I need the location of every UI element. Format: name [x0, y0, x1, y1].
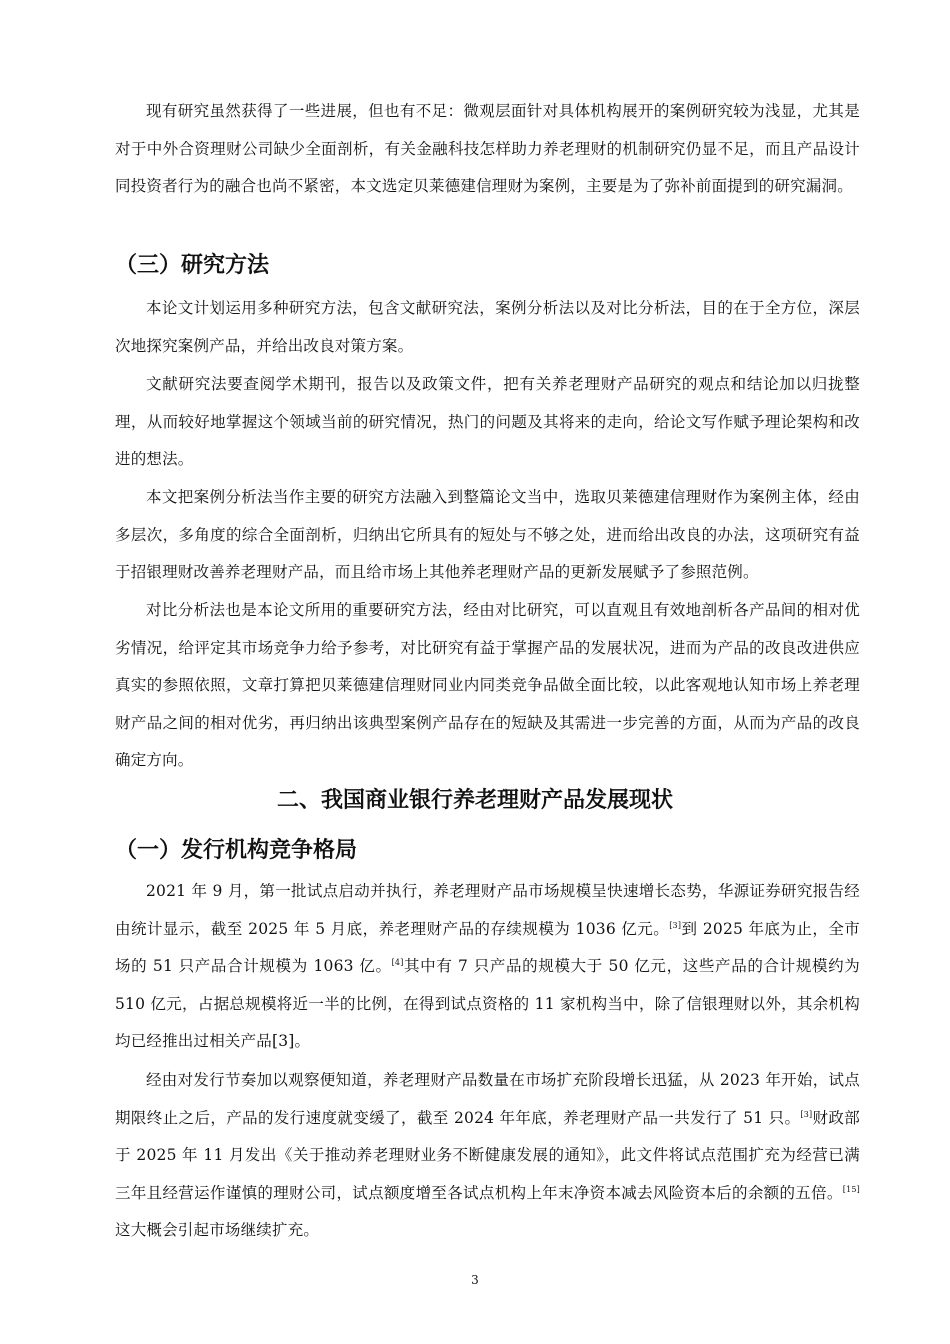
page-number: 3	[471, 1273, 479, 1287]
paragraph-text: 现有研究虽然获得了一些进展，但也有不足：微观层面针对具体机构展开的案例研究较为浅显，尤其是对于中外合资理财公司缺少全面剖析，有关金融科技怎样助力养老理财的机制研究仍显不足，而且产品设计同投资者行为的融合也尚不紧密，本文选定贝莱德建信理财为案例，主要是为了弥补前面提到的研究漏洞。	[115, 102, 860, 195]
text-run: 这大概会引起市场继续扩充。	[115, 1221, 320, 1239]
paragraph-comparative-method	[115, 592, 860, 780]
citation-ref: [3]	[800, 1109, 813, 1119]
citation-ref: [15]	[842, 1184, 860, 1194]
paragraph-market-scale	[115, 873, 860, 1061]
paragraph-text	[115, 1062, 860, 1250]
paragraph-case-method	[115, 479, 860, 592]
section-heading-research-methods: （三）研究方法	[115, 253, 270, 278]
paragraph-text: 对比分析法也是本论文所用的重要研究方法，经由对比研究，可以直观且有效地剖析各产品间的相对优劣情况，给评定其市场竞争力给予参考，对比研究有益于掌握产品的发展状况，进而为产品的改良改进供应真实的参照依照，文章打算把贝莱德建信理财同业内同类竞争品做全面比较，以此客观地认知市场上养老理财产品之间的相对优劣，再归纳出该典型案例产品存在的短缺及其需进一步完善的方面，从而为产品的改良确定方向。	[115, 601, 860, 769]
chapter-heading: 二、我国商业银行养老理财产品发展现状	[276, 788, 673, 813]
paragraph-text: 本文把案例分析法当作主要的研究方法融入到整篇论文当中，选取贝莱德建信理财作为案例主体，经由多层次，多角度的综合全面剖析，归纳出它所具有的短处与不够之处，进而给出改良的办法，这项研究有益于招银理财改善养老理财产品，而且给市场上其他养老理财产品的更新发展赋予了参照范例。	[115, 488, 860, 581]
paragraph-text	[115, 873, 860, 1061]
paragraph-literature-method	[115, 366, 860, 479]
text-run: 2021 年 9 月，第一批试点启动并执行，养老理财产品市场规模呈快速增长态势，华源证券研究报告经由统计显示，截至 2025 年 5 月底，养老理财产品的存续规模为 1036 亿元。	[115, 882, 860, 938]
paragraph-methods-overview	[115, 290, 860, 365]
paragraph-text: 文献研究法要查阅学术期刊，报告以及政策文件，把有关养老理财产品研究的观点和结论加以归拢整理，从而较好地掌握这个领域当前的研究情况，热门的问题及其将来的走向，给论文写作赋予理论架构和改进的想法。	[115, 375, 860, 468]
paragraph-text: 本论文计划运用多种研究方法，包含文献研究法，案例分析法以及对比分析法，目的在于全方位，深层次地探究案例产品，并给出改良对策方案。	[115, 299, 860, 355]
citation-ref: [3]	[669, 920, 682, 930]
paragraph-research-gap	[115, 93, 860, 206]
text-run: 到 2025 年底为止，全市场的 51 只产品合计规模为 1063 亿。	[115, 919, 861, 975]
section-heading-competition: （一）发行机构竞争格局	[115, 838, 358, 863]
citation-ref: [4]	[391, 958, 404, 967]
text-run: 财政部于 2025 年 11 月发出《关于推动养老理财业务不断健康发展的通知》，此文件将试点范围扩充为经营已满三年且经营运作谨慎的理财公司，试点额度增至各试点机构上年末净资本减去风险资本后的余额的五倍。	[115, 1108, 860, 1202]
text-run: 经由对发行节奏加以观察便知道，养老理财产品数量在市场扩充阶段增长迅猛，从 2023 年开始，试点期限终止之后，产品的发行速度就变缓了，截至 2024 年年底，养老理财产品一共发行了 51 只。	[115, 1071, 860, 1127]
text-run: 其中有 7 只产品的规模大于 50 亿元，这些产品的合计规模约为 510 亿元，占据总规模将近一半的比例，在得到试点资格的 11 家机构当中，除了信银理财以外，其余机构均已经推出过相关产品[3]。	[115, 957, 861, 1050]
paragraph-issuance-pace	[115, 1062, 860, 1250]
